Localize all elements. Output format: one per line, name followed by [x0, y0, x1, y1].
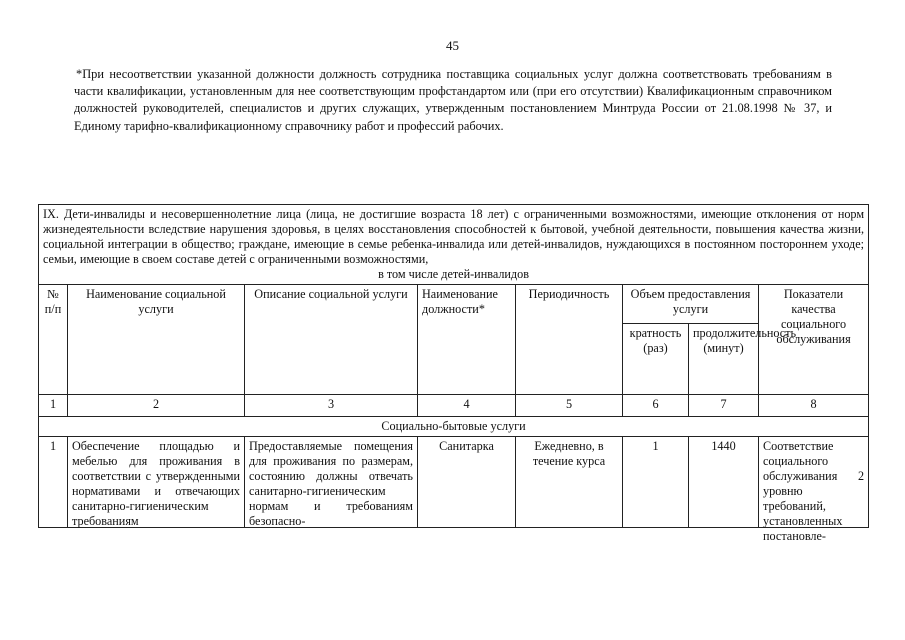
footnote: *При несоответствии указанной должности должность сотрудника поставщика социальных услуг должна соответствовать требованиям в части квалификации, установленным для нее соответствующим профстандартом или (при его отсутствии) Квалификационным справочником должностей руководителей, специалистов и других служащих, утвержденным постановлением Минтруда России от 21.08.1998 № 37, и Единому тарифно-квалификационному справочнику работ и профессий рабочих. — [74, 67, 832, 133]
section-title: IX. Дети-инвалиды и несовершеннолетние лица (лица, не достигшие возраста 18 лет) с ограниченными возможностями, имеющие отклонения от норм жизнедеятельности вследствие нарушения здоровья, в целях восстановления способностей к бытовой, учебной деятельности, повышения качества жизни, социальной интеграции в общество; граждане, имеющие в семье ребенка-инвалида или детей-инвалидов, нуждающихся в постоянном постороннем уходе; семьи, имеющие в своем составе детей с ограниченными возможностями, — [43, 207, 865, 266]
header-duration: продолжительность (минут) — [689, 324, 759, 395]
column-number: 4 — [418, 395, 516, 417]
row-position: Санитарка — [418, 437, 516, 528]
column-number: 1 — [39, 395, 68, 417]
column-numbers-row — [39, 395, 869, 417]
header-service-name: Наименование социальной услуги — [68, 285, 245, 395]
column-number: 7 — [689, 395, 759, 417]
column-number: 6 — [623, 395, 689, 417]
row-duration: 1440 — [689, 437, 759, 528]
column-number: 8 — [759, 395, 869, 417]
header-row-1 — [39, 285, 869, 324]
column-number: 3 — [245, 395, 418, 417]
header-quality: Показатели качества социального обслуживания — [759, 285, 869, 395]
header-volume: Объем предоставления услуги — [623, 285, 759, 324]
column-number: 5 — [516, 395, 623, 417]
header-periodicity: Периодичность — [516, 285, 623, 395]
section-row — [39, 205, 869, 285]
row-quality: Соответствие социального обслуживания 2 уровню требований, установленных постановле- — [763, 439, 865, 543]
header-multiplicity: кратность (раз) — [623, 324, 689, 395]
page-number: 45 — [446, 38, 459, 53]
header-num: № п/п — [39, 285, 68, 395]
header-description: Описание социальной услуги — [245, 285, 418, 395]
row-periodicity: Ежедневно, в течение курса — [516, 437, 623, 528]
row-multiplicity: 1 — [623, 437, 689, 528]
row-description: Предоставляемые помещения для проживания по размерам, состоянию должны отвечать санитарно-гигиеническим нормам и требованиям безопасно- — [249, 439, 413, 528]
table-row — [39, 437, 869, 528]
row-service-name: Обеспечение площадью и мебелью для проживания в соответствии с утвержденными нормативами и отвечающих санитарно-гигиеническим требованиям — [72, 439, 240, 528]
header-position: Наименование должности* — [418, 285, 516, 395]
section-title-cell — [39, 205, 869, 285]
services-table — [38, 204, 869, 543]
section-title-last-line: в том числе детей-инвалидов — [378, 267, 529, 281]
group-title: Социально-бытовые услуги — [39, 417, 869, 437]
row-num: 1 — [39, 437, 68, 528]
group-row — [39, 417, 869, 437]
column-number: 2 — [68, 395, 245, 417]
